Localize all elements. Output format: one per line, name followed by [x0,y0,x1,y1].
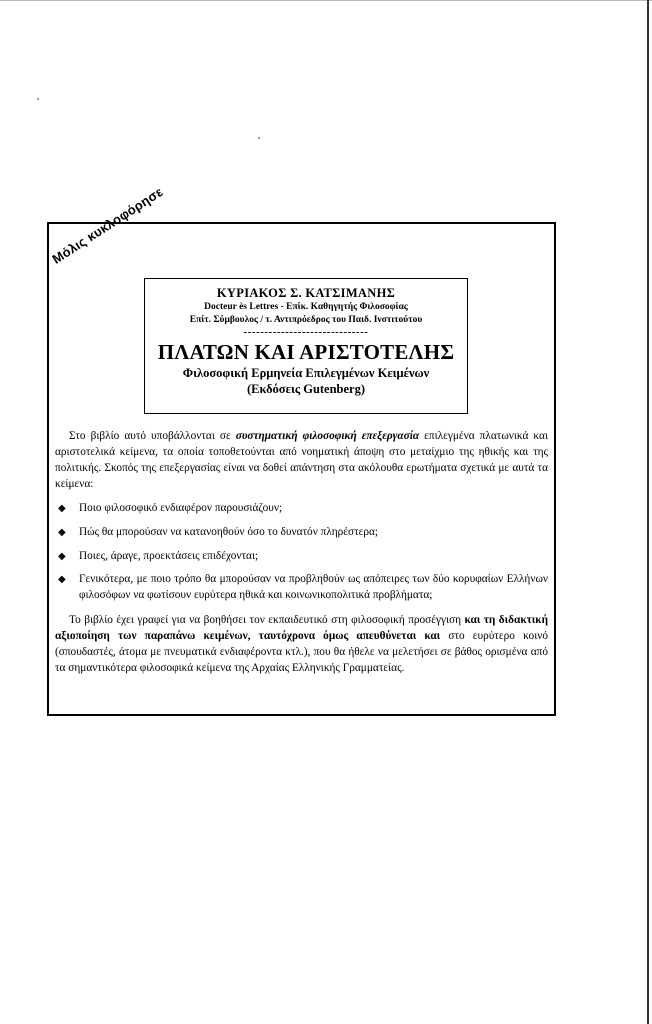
intro-emphasis: συστηματική φιλοσοφική επεξεργασία [235,430,420,442]
list-item [55,548,548,564]
question-text: Πώς θα μπορούσαν να κατανοηθούν όσο το δυνατόν πληρέστερα; [79,526,379,538]
list-item [55,500,548,516]
description-body [55,428,548,676]
author-credentials-1: Docteur ès Lettres - Επίκ. Καθηγητής Φιλοσοφίας [204,302,408,312]
diamond-bullet-icon: ◆ [58,527,66,538]
question-list [55,500,548,603]
intro-paragraph [55,428,548,492]
new-release-stamp: Μόλις κυκλοφόρησε [49,184,166,267]
book-title-box [144,278,468,414]
scan-speck [37,98,39,100]
question-text: Ποιο φιλοσοφικό ενδιαφέρον παρουσιάζουν; [79,502,283,514]
book-subtitle: Φιλοσοφική Ερμηνεία Επιλεγμένων Κειμένων [182,366,430,380]
book-title: ΠΛΑΤΩΝ ΚΑΙ ΑΡΙΣΤΟΤΕΛΗΣ [157,340,455,364]
separator-line: ------------------------------ [243,326,369,338]
author-name: ΚΥΡΙΑΚΟΣ Σ. ΚΑΤΣΙΜΑΝΗΣ [216,286,396,300]
diamond-bullet-icon: ◆ [58,503,66,514]
intro-text-1: Στο βιβλίο αυτό υποβάλλονται σε [69,430,236,442]
question-text: Γενικότερα, με ποιο τρόπο θα μπορούσαν να προβληθούν ως απόπειρες των δύο κορυφαίων Ελλήνων φιλοσόφων να φωτίσουν ευρύτερα ηθικά και κοινωνικοπολιτικά προβλήματα; [79,573,548,601]
page-top-edge [0,0,652,1]
list-item [55,571,548,603]
closing-text-2: στο ευρύτερο κοινό (σπουδαστές, άτομα με πνευματικά ενδιαφέροντα κτλ.), που θα ήθελε να μελετήσει σε βάθος ορισμένα από τα σημαντικότερα φιλοσοφικά κείμενα της Αρχαίας Ελληνικής Γραμματείας. [55,630,548,674]
closing-text-1: Το βιβλίο έχει γραφεί για να βοηθήσει τον εκπαιδευτικό στη φιλοσοφική προσέγγιση [69,614,465,626]
closing-paragraph [55,612,548,676]
diamond-bullet-icon: ◆ [58,574,66,585]
author-credentials-2: Επίτ. Σύμβουλος / τ. Αντιπρόεδρος του Παιδ. Ινστιτούτου [189,315,423,325]
question-text: Ποιες, άραγε, προεκτάσεις επιδέχονται; [79,550,259,562]
publisher: (Εκδόσεις Gutenberg) [246,382,366,396]
list-item [55,524,548,540]
intro-text-2: επιλεγμένα πλατωνικά και αριστοτελικά κείμενα, τα οποία τοποθετούνται από νοηματική άποψη στο μεταίχμιο της ηθικής και της πολιτικής. Σκοπός της επεξεργασίας είναι να δοθεί απάντηση στα ακόλουθα ερωτήματα σχετικά με αυτά τα κείμενα: [55,430,548,490]
scan-speck [258,137,260,139]
page-right-edge [647,0,649,1024]
closing-emphasis: και τη διδακτική αξιοποίηση των παραπάνω κειμένων, ταυτόχρονα όμως απευθύνεται και [55,614,548,642]
diamond-bullet-icon: ◆ [58,551,66,562]
